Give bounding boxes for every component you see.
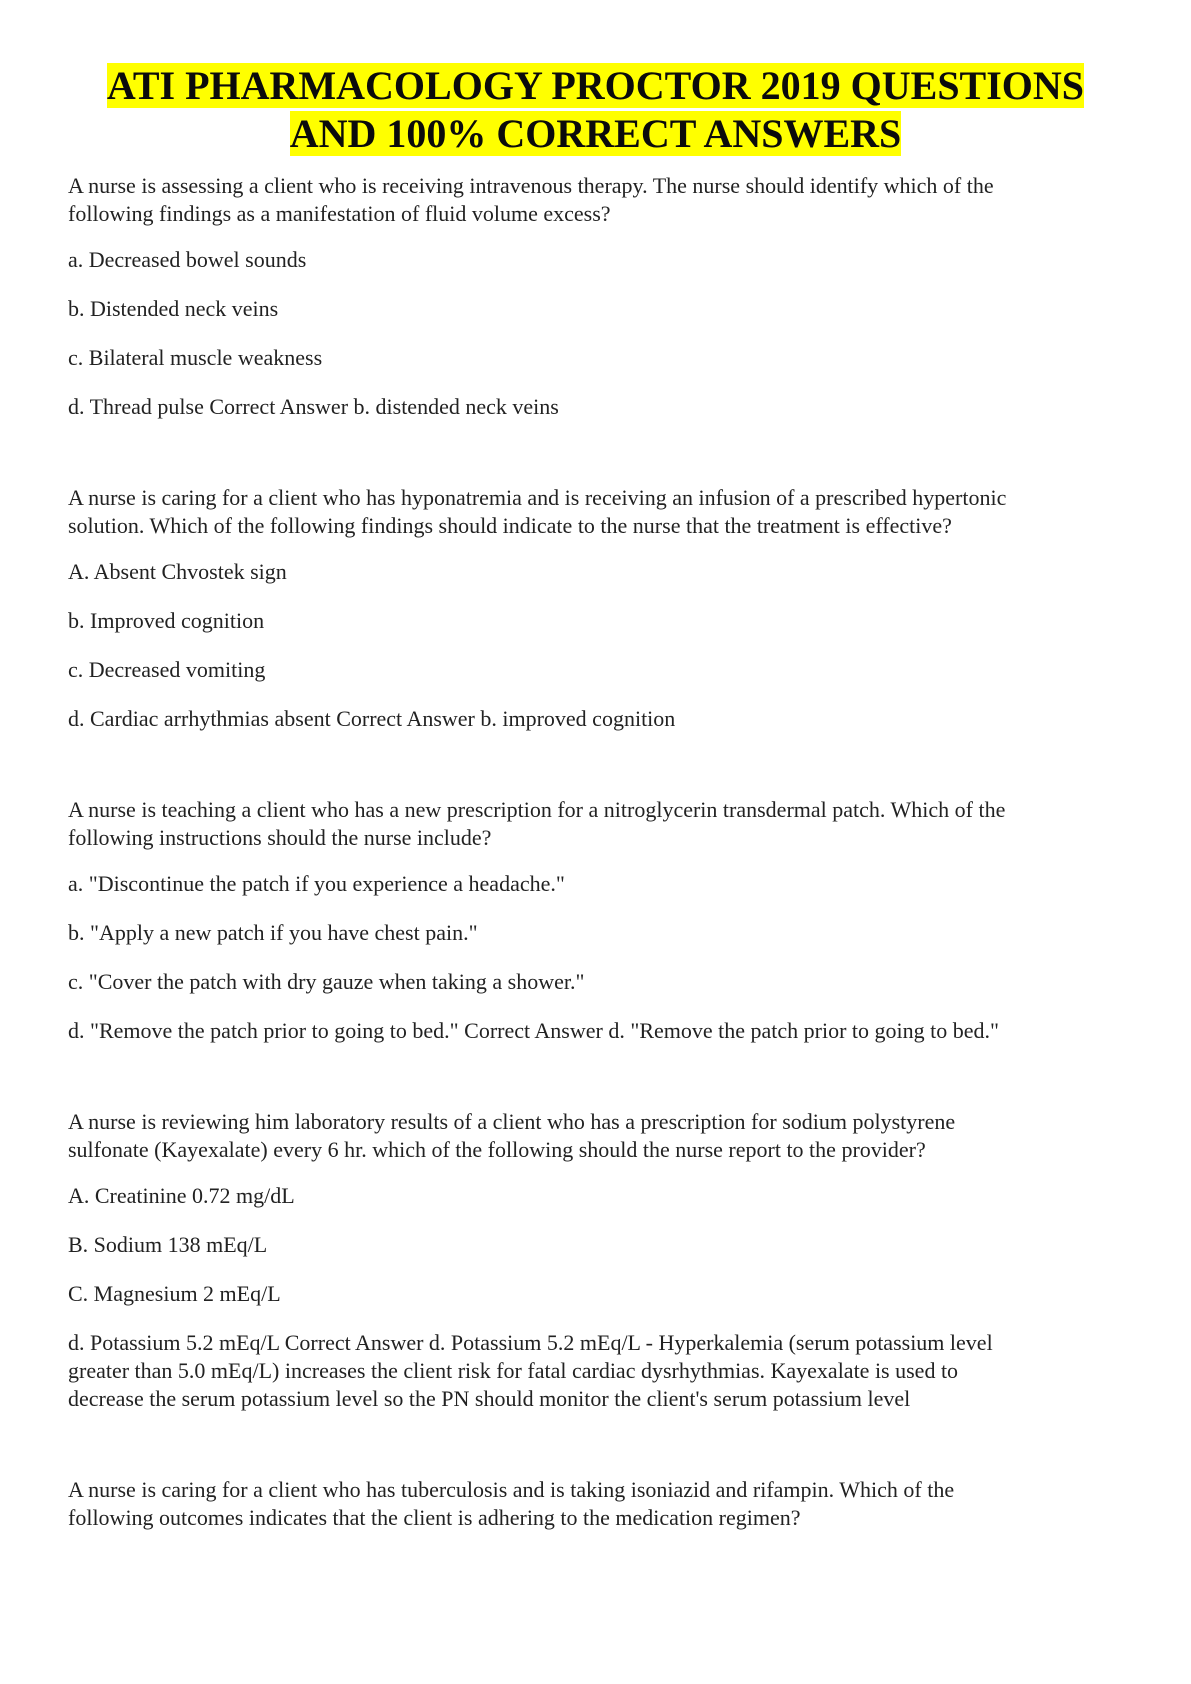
question-block [68,484,1123,733]
question-block [68,1108,1123,1413]
answer-option: d. Cardiac arrhythmias absent Correct Answer b. improved cognition [68,706,676,731]
answer-option: b. Improved cognition [68,608,265,633]
answer-option: a. "Discontinue the patch if you experience a headache." [68,871,565,896]
question-text: A nurse is caring for a client who has hyponatremia and is receiving an infusion of a prescribed hypertonic solution. Which of the following findings should indicate to the nurse that the treatment is effective? [68,485,1007,538]
question-text: A nurse is assessing a client who is receiving intravenous therapy. The nurse should identify which of the following findings as a manifestation of fluid volume excess? [68,173,994,226]
question-text: A nurse is reviewing him laboratory results of a client who has a prescription for sodium polystyrene sulfonate (Kayexalate) every 6 hr. which of the following should the nurse report to the provider? [68,1109,956,1162]
answer-option: c. "Cover the patch with dry gauze when taking a shower." [68,969,585,994]
answer-option: C. Magnesium 2 mEq/L [68,1281,281,1306]
answer-option: d. Thread pulse Correct Answer b. distended neck veins [68,394,559,419]
answer-option: A. Absent Chvostek sign [68,559,287,584]
answer-option: d. "Remove the patch prior to going to bed." Correct Answer d. "Remove the patch prior to going to bed." [68,1018,1000,1043]
question-text: A nurse is caring for a client who has tuberculosis and is taking isoniazid and rifampin. Which of the following outcomes indicates that the client is adhering to the medication regimen? [68,1477,955,1530]
answer-option: c. Bilateral muscle weakness [68,345,323,370]
answer-option: c. Decreased vomiting [68,657,266,682]
answer-option: B. Sodium 138 mEq/L [68,1232,268,1257]
question-text: A nurse is teaching a client who has a new prescription for a nitroglycerin transdermal patch. Which of the following instructions should the nurse include? [68,797,1006,850]
answer-option-with-rationale: d. Potassium 5.2 mEq/L Correct Answer d. Potassium 5.2 mEq/L - Hyperkalemia (serum potassium level greater than 5.0 mEq/L) increases the client risk for fatal cardiac dysrhythmias. Kayexalate is used to decrease the serum potassium level so the PN should monitor the client's serum potassium level [68,1330,993,1411]
question-block [68,1476,1123,1532]
answer-option: a. Decreased bowel sounds [68,247,307,272]
question-block [68,796,1123,1045]
title-line-1: ATI PHARMACOLOGY PROCTOR 2019 QUESTIONS [106,63,1085,108]
title-line-2: AND 100% CORRECT ANSWERS [289,111,902,156]
document-title [68,62,1123,158]
answer-option: b. "Apply a new patch if you have chest pain." [68,920,478,945]
answer-option: b. Distended neck veins [68,296,279,321]
question-block [68,172,1123,421]
answer-option: A. Creatinine 0.72 mg/dL [68,1183,295,1208]
